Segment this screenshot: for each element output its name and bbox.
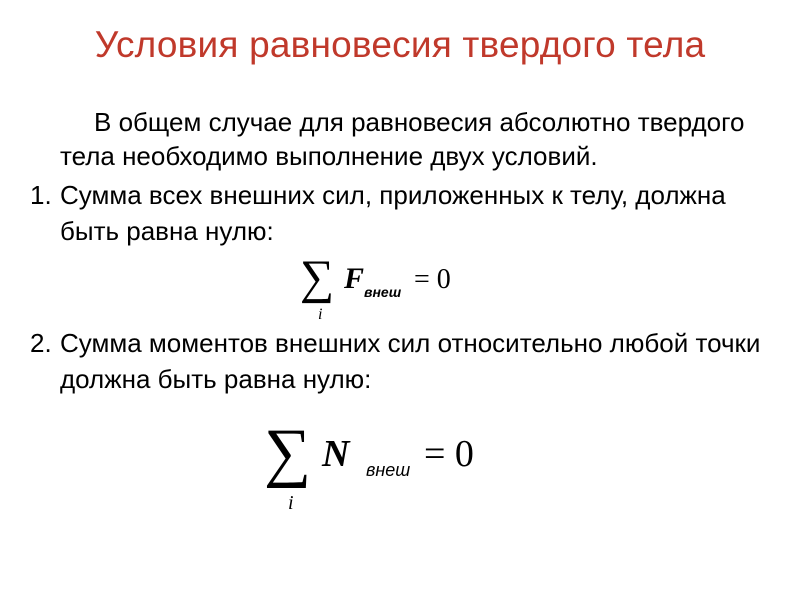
equals-zero: = 0 — [414, 264, 451, 295]
condition-item-1 — [30, 177, 790, 249]
condition-text: Сумма всех внешних сил, приложенных к телу, должна быть равна нулю: — [60, 180, 726, 246]
condition-text: Сумма моментов внешних сил относительно любой точки должна быть равна нулю: — [60, 328, 761, 394]
condition-number: 1. — [30, 180, 52, 210]
slide-title: Условия равновесия твердого тела — [94, 24, 706, 65]
moment-sum-formula — [264, 416, 504, 520]
force-variable: F — [344, 262, 365, 295]
summation-sign: ∑ — [264, 416, 312, 489]
intro-paragraph — [60, 105, 790, 173]
moment-subscript: внеш — [366, 460, 411, 480]
intro-text: В общем случае для равновесия абсолютно твердого тела необходимо выполнение двух условий. — [60, 107, 745, 171]
summation-index: i — [318, 306, 323, 323]
force-sum-formula — [300, 251, 480, 326]
moment-variable: N — [322, 433, 350, 475]
condition-number: 2. — [30, 328, 52, 358]
force-subscript: внеш — [364, 284, 402, 300]
summation-index: i — [288, 492, 294, 514]
equals-zero: = 0 — [424, 433, 474, 475]
condition-item-2 — [30, 325, 790, 397]
summation-sign: ∑ — [300, 251, 335, 304]
